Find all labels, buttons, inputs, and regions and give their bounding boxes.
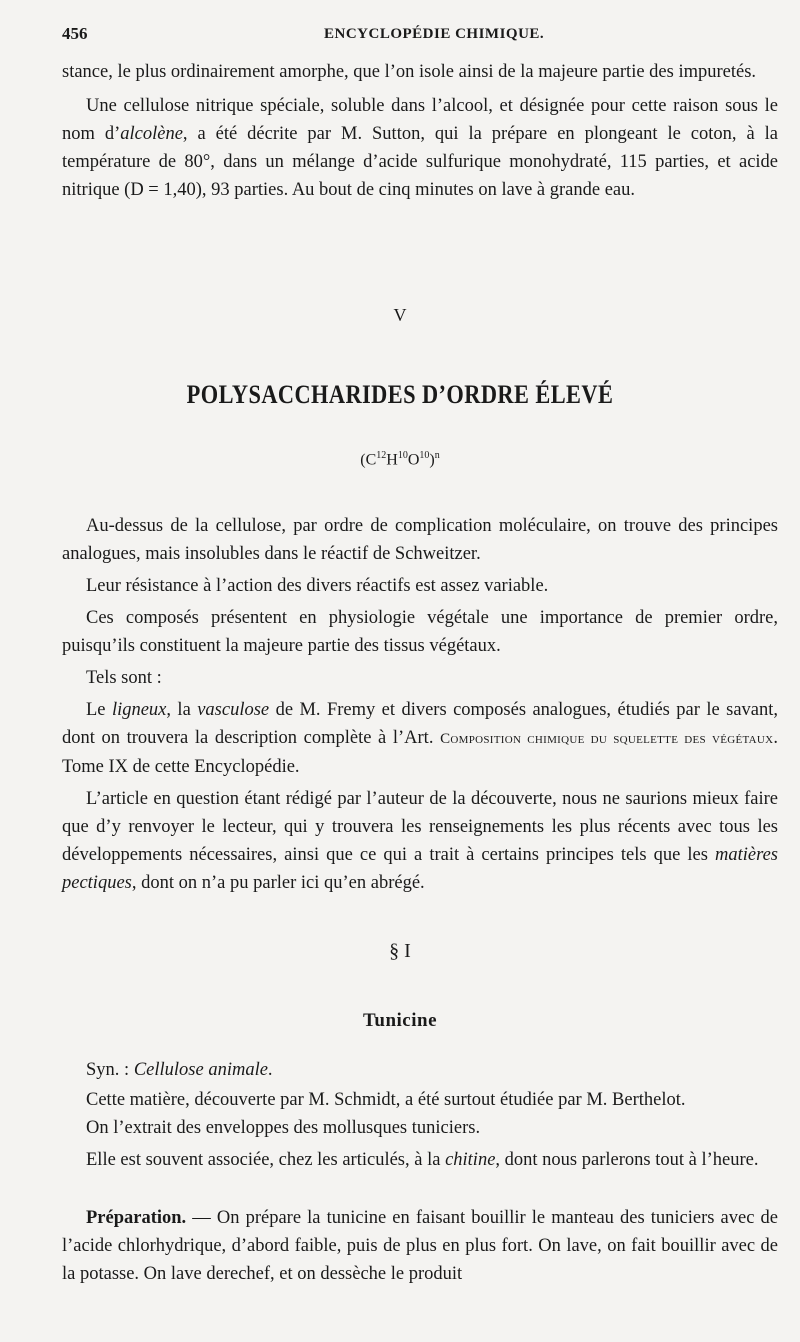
- formula-text: ): [429, 451, 435, 469]
- page-number: 456: [62, 24, 88, 43]
- text-run: , dont on n’a pu parler ici qu’en abrégé.: [131, 873, 425, 893]
- text-run: de M. Fremy et divers composés analogues, étudiés par le savant, dont on trouvera la description complète à l’Art.: [62, 700, 779, 748]
- text-run: , dont nous parlerons tout à l’heure.: [495, 1150, 759, 1170]
- formula-sup: 10: [397, 450, 408, 461]
- paragraph: Tels sont :: [86, 668, 162, 688]
- text-run: — On prépare la tunicine en faisant bouillir le manteau des tuniciers avec de l’acide chlorhydrique, d’abord faible, puis de plus en plus fort. On lave, on fait bouillir avec de la potasse. On lave derechef, et on dessèche le produit: [62, 1208, 778, 1284]
- italic-term: chitine: [445, 1150, 496, 1170]
- italic-term: vasculose: [197, 700, 270, 720]
- formula-text: (C: [360, 451, 377, 469]
- formula-text: H: [386, 451, 398, 469]
- paragraph: On l’extrait des enveloppes des mollusques tuniciers.: [86, 1118, 481, 1138]
- subsection-title: Tunicine: [362, 1010, 438, 1031]
- italic-term: Cellulose animale: [133, 1060, 268, 1080]
- italic-term: alcolène: [120, 124, 183, 144]
- section-formula: [0, 450, 800, 469]
- paragraph: [62, 1056, 778, 1084]
- text-run: Le: [86, 700, 112, 720]
- subsection-mark: § I: [389, 940, 411, 962]
- paragraph: Au-dessus de la cellulose, par ordre de complication moléculaire, on trouve des principes analogues, mais insolubles dans le réactif de Schweitzer.: [62, 516, 778, 564]
- paragraph: Ces composés présentent en physiologie végétale une importance de premier ordre, puisqu’ils constituent la majeure partie des tissus végétaux.: [62, 608, 778, 656]
- italic-term: ligneux: [111, 700, 167, 720]
- paragraph: stance, le plus ordinairement amorphe, que l’on isole ainsi de la majeure partie des impuretés.: [62, 62, 757, 82]
- running-head: ENCYCLOPÉDIE CHIMIQUE.: [324, 26, 545, 42]
- formula-sup: 10: [419, 450, 430, 461]
- formula-sup: n: [434, 450, 440, 461]
- paragraph: Leur résistance à l’action des divers réactifs est assez variable.: [86, 576, 549, 596]
- paragraph: [62, 1204, 778, 1288]
- text-run: . Tome IX de cette Encyclopédie.: [62, 728, 778, 777]
- page-header: [62, 22, 762, 48]
- section-title: POLYSACCHARIDES D’ORDRE ÉLEVÉ: [186, 380, 614, 409]
- text-run: .: [267, 1060, 273, 1080]
- small-caps-reference: Composition chimique du squelette des végétaux: [440, 731, 774, 747]
- formula-text: O: [407, 451, 420, 469]
- text-run: , la: [166, 700, 198, 720]
- bottom-text-block: [62, 1056, 778, 1288]
- text-run: , a été décrite par M. Sutton, qui la prépare en plongeant le coton, à la température de 80°, dans un mélange d’acide sulfurique monohydraté, 115 parties, et acide nitrique (D = 1,40), 93 parties. Au bout de cinq minutes on lave à grande eau.: [62, 124, 778, 200]
- paragraph: [62, 696, 778, 781]
- text-run: Elle est souvent associée, chez les articulés, à la: [86, 1150, 446, 1170]
- paragraph: [62, 1146, 778, 1174]
- paragraph: [62, 785, 778, 897]
- text-run: Syn. :: [86, 1060, 134, 1080]
- run-in-heading: Préparation.: [86, 1208, 187, 1228]
- text-run: Une cellulose nitrique spéciale, soluble dans l’alcool, et désignée pour cette raison sous le nom d’: [62, 96, 778, 144]
- top-text-block: [62, 58, 778, 204]
- formula-sup: 12: [376, 450, 387, 461]
- paragraph: [62, 92, 778, 204]
- text-run: L’article en question étant rédigé par l’auteur de la découverte, nous ne saurions mieux faire que d’y renvoyer le lecteur, qui y trouvera les renseignements les plus récents avec tous les développements nécessaires, ainsi que ce qui a trait à certains principes tels que les: [62, 789, 778, 865]
- italic-term: matières pectiques: [62, 845, 778, 893]
- middle-text-block: [62, 512, 778, 897]
- section-number: V: [393, 305, 407, 325]
- paragraph: Cette matière, découverte par M. Schmidt, a été surtout étudiée par M. Berthelot.: [86, 1090, 686, 1110]
